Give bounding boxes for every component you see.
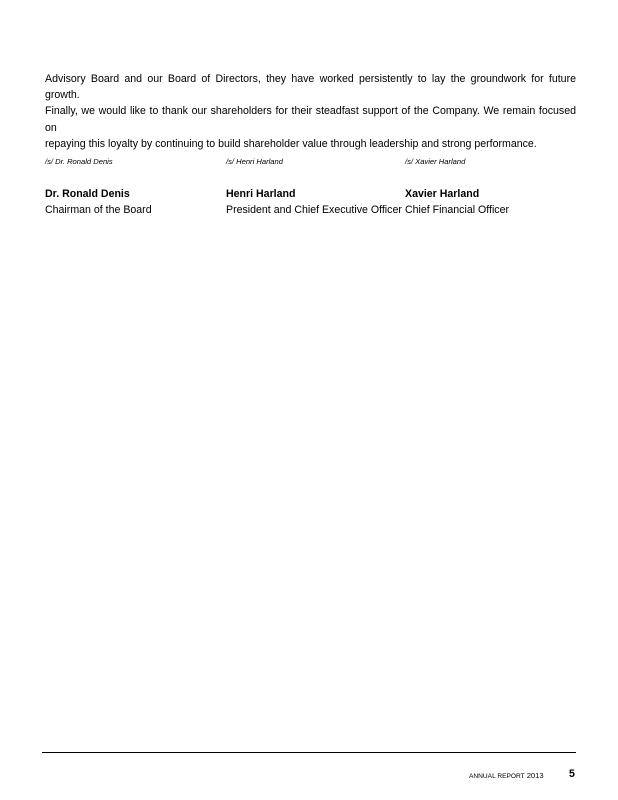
- signatory-block-chairman: [45, 157, 152, 217]
- signature-line: /s/ Dr. Ronald Denis: [45, 157, 113, 166]
- signatory-block-ceo: [226, 157, 402, 217]
- page-number: 5: [569, 768, 575, 780]
- signatory-name: Henri Harland: [226, 188, 296, 200]
- report-year: 2013: [526, 771, 544, 780]
- signatory-name: Xavier Harland: [405, 188, 480, 200]
- signatory-block-cfo: [405, 157, 509, 217]
- letter-closing-paragraph: [45, 71, 576, 152]
- signatory-title: President and Chief Executive Officer: [226, 204, 402, 216]
- footer-report-label: [469, 771, 544, 781]
- signatory-title: Chairman of the Board: [45, 204, 152, 216]
- footer-divider: [42, 752, 576, 753]
- report-name: ANNUAL REPORT: [469, 773, 525, 780]
- signature-line: /s/ Henri Harland: [226, 157, 283, 166]
- signature-line: /s/ Xavier Harland: [405, 157, 466, 166]
- paragraph-line: repaying this loyalty by continuing to build shareholder value through leadership and strong performance.: [45, 137, 537, 150]
- paragraph-line: Finally, we would like to thank our shareholders for their steadfast support of the Company. We remain focused on: [45, 105, 576, 134]
- paragraph-line: Advisory Board and our Board of Directors, they have worked persistently to lay the groundwork for future growth.: [45, 73, 576, 102]
- signatory-name: Dr. Ronald Denis: [45, 188, 130, 200]
- signatory-title: Chief Financial Officer: [405, 204, 510, 216]
